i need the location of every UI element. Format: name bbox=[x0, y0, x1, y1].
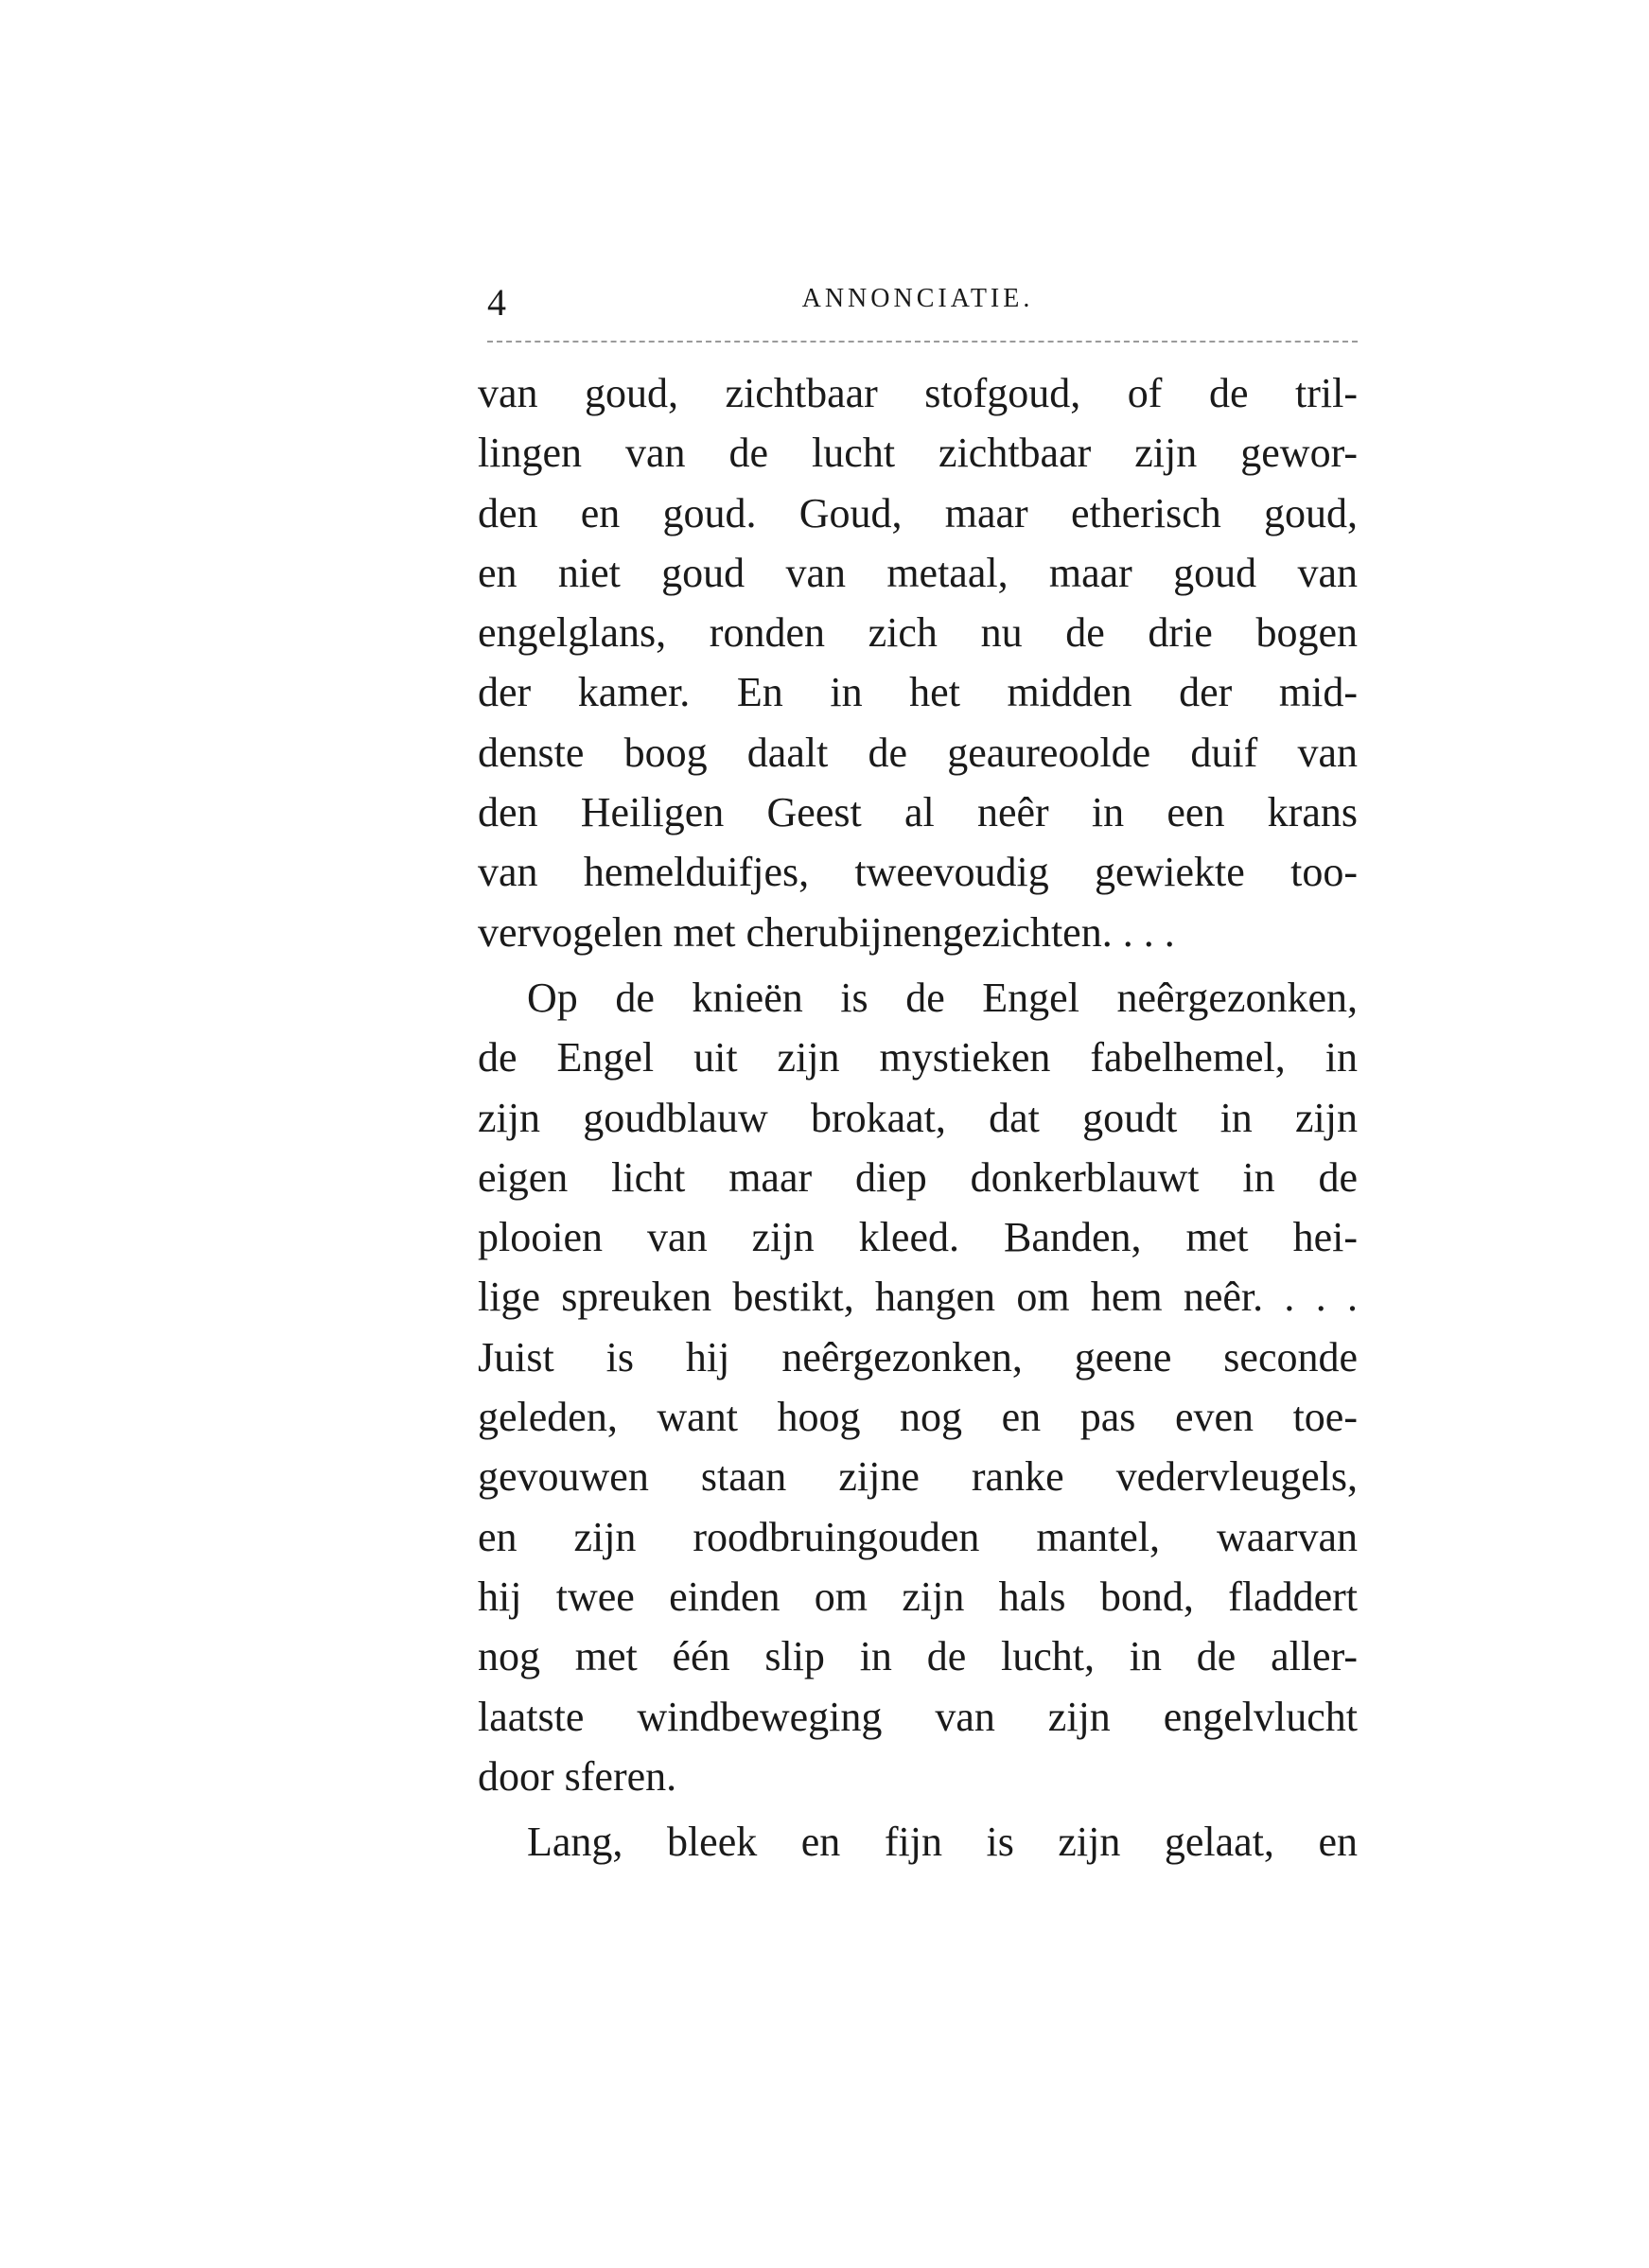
text-line: lige spreuken bestikt, hangen om hem neêr. . . . bbox=[478, 1274, 1358, 1321]
text-line: door sferen. bbox=[478, 1752, 677, 1800]
text-line: gevouwen staan zijne ranke vedervleugels, bbox=[478, 1453, 1358, 1501]
text-line: van hemelduifjes, tweevoudig gewiekte too- bbox=[478, 849, 1358, 896]
text-line: vervogelen met cherubijnengezichten. . . . bbox=[478, 908, 1175, 956]
text-line: de Engel uit zijn mystieken fabelhemel, in bbox=[478, 1034, 1358, 1081]
text-line: hij twee einden om zijn hals bond, fladdert bbox=[478, 1573, 1358, 1620]
text-line: zijn goudblauw brokaat, dat goudt in zijn bbox=[478, 1094, 1358, 1141]
paragraph bbox=[478, 1812, 1358, 1872]
running-title: ANNONCIATIE. bbox=[801, 284, 1034, 313]
header-divider bbox=[487, 341, 1358, 343]
text-line: denste boog daalt de geaureoolde duif van bbox=[478, 729, 1358, 776]
text-line: engelglans, ronden zich nu de drie bogen bbox=[478, 609, 1358, 657]
text-line: eigen licht maar diep donkerblauwt in de bbox=[478, 1153, 1358, 1201]
text-line: plooien van zijn kleed. Banden, met hei- bbox=[478, 1214, 1358, 1261]
page-header bbox=[478, 280, 1358, 337]
body-text bbox=[478, 363, 1358, 1872]
text-line: en niet goud van metaal, maar goud van bbox=[478, 549, 1358, 596]
text-line: laatste windbeweging van zijn engelvlucht bbox=[478, 1693, 1358, 1740]
text-line: den en goud. Goud, maar etherisch goud, bbox=[478, 489, 1358, 536]
text-line: Op de knieën is de Engel neêrgezonken, bbox=[527, 974, 1358, 1021]
text-line: den Heiligen Geest al neêr in een krans bbox=[478, 789, 1358, 836]
paragraph bbox=[478, 363, 1358, 962]
text-line: van goud, zichtbaar stofgoud, of de tril- bbox=[478, 370, 1358, 416]
paragraph bbox=[478, 968, 1358, 1806]
text-line: lingen van de lucht zichtbaar zijn gewor- bbox=[478, 430, 1358, 477]
text-line: geleden, want hoog nog en pas even toe- bbox=[478, 1394, 1358, 1441]
text-line: nog met één slip in de lucht, in de aller- bbox=[478, 1633, 1358, 1680]
text-line: der kamer. En in het midden der mid- bbox=[478, 669, 1358, 716]
text-line: Juist is hij neêrgezonken, geene seconde bbox=[478, 1333, 1358, 1380]
page-number: 4 bbox=[487, 281, 506, 324]
text-line: Lang, bleek en fijn is zijn gelaat, en bbox=[527, 1819, 1358, 1866]
text-line: en zijn roodbruingouden mantel, waarvan bbox=[478, 1513, 1358, 1560]
